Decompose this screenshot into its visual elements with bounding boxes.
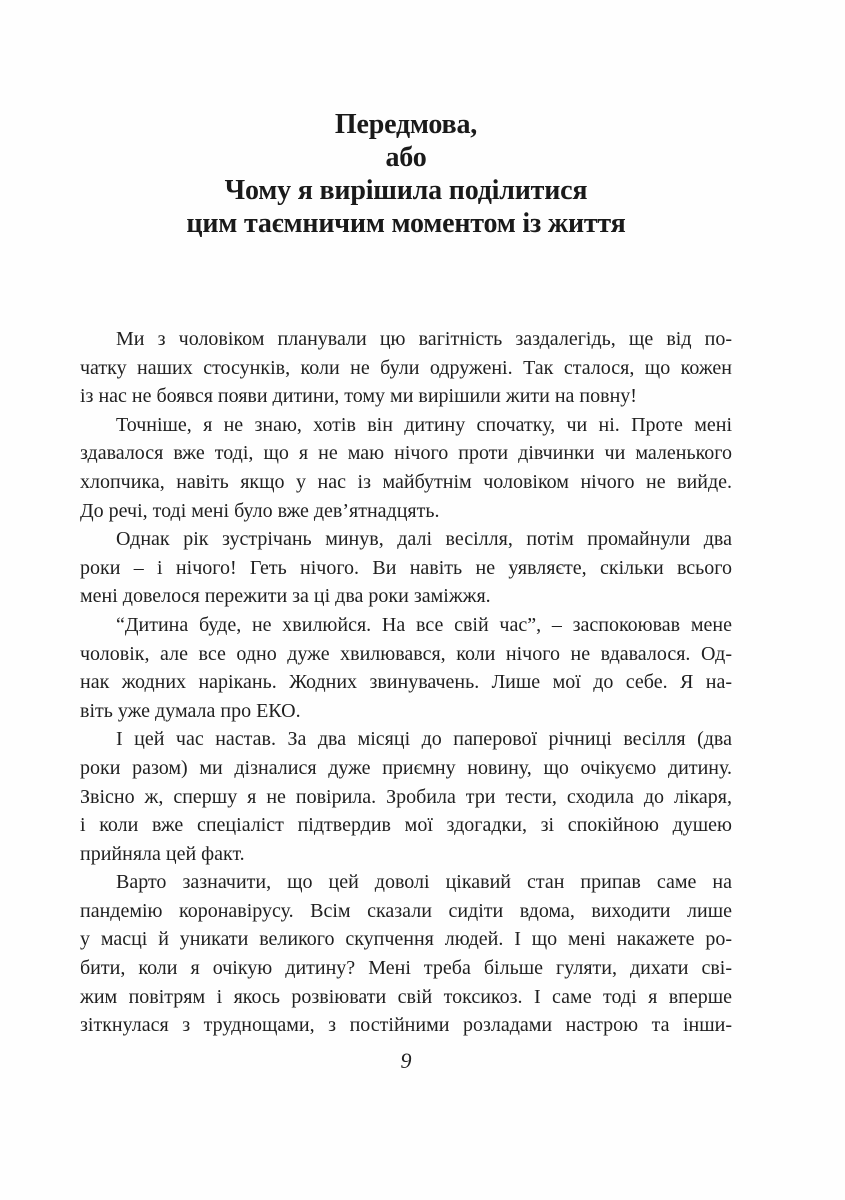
heading-line-1: Передмова,: [334, 109, 478, 140]
text-line: Звісно ж, спершу я не повірила. Зробила три тести, сходила до лікаря,: [80, 785, 732, 808]
text-line: прийняла цей факт.: [80, 842, 245, 865]
text-line: чатку наших стосунків, коли не були одружені. Так сталося, що кожен: [80, 356, 732, 379]
text-line: здавалося вже тоді, що я не маю нічого проти дівчинки чи маленького: [80, 442, 732, 465]
text-line: зіткнулася з труднощами, з постійними розладами настрою та інши-: [80, 1014, 732, 1037]
chapter-heading: [0, 108, 812, 240]
body-text: [80, 325, 732, 1040]
text-line: роки – і нічого! Геть нічого. Ви навіть не уявляєте, скільки всього: [80, 556, 732, 579]
text-line: Однак рік зустрічань минув, далі весілля, потім промайнули два: [116, 528, 732, 551]
text-line: Варто зазначити, що цей доволі цікавий стан припав саме на: [116, 871, 732, 894]
text-line: із нас не боявся появи дитини, тому ми вирішили жити на повну!: [80, 385, 637, 408]
text-line: віть уже думала про ЕКО.: [80, 699, 301, 722]
text-line: хлопчика, навіть якщо у нас із майбутнім чоловіком нічого не вийде.: [80, 470, 732, 493]
text-line: Точніше, я не знаю, хотів він дитину спочатку, чи ні. Проте мені: [116, 413, 732, 436]
text-line: І цей час настав. За два місяці до паперової річниці весілля (два: [116, 728, 732, 751]
heading-line-3: Чому я вирішила поділитися: [224, 175, 588, 206]
text-line: роки разом) ми дізналися дуже приємну новину, що очікуємо дитину.: [80, 756, 732, 779]
text-line: нак жодних нарікань. Жодних звинувачень. Лише мої до себе. Я на-: [80, 671, 732, 694]
text-line: До речі, тоді мені було вже дев’ятнадцять.: [80, 499, 440, 522]
heading-line-2: або: [385, 142, 427, 173]
text-line: чоловік, але все одно дуже хвилювався, коли нічого не вдавалося. Од-: [80, 642, 732, 665]
text-line: Ми з чоловіком планували цю вагітність заздалегідь, ще від по-: [116, 328, 732, 350]
heading-line-4: цим таємничим моментом із життя: [186, 208, 626, 239]
text-line: пандемію коронавірусу. Всім сказали сидіти вдома, виходити лише: [80, 899, 732, 922]
text-line: жим повітрям і якось розвіювати свій токсикоз. І саме тоді я вперше: [80, 985, 732, 1008]
text-line: і коли вже спеціаліст підтвердив мої здогадки, зі спокійною душею: [80, 814, 732, 837]
text-line: у масці й уникати великого скупчення людей. І що мені накажете ро-: [80, 928, 732, 951]
text-line: мені довелося пережити за ці два роки заміжжя.: [80, 585, 491, 608]
text-line: “Дитина буде, не хвилюйся. На все свій час”, – заспокоював мене: [116, 613, 732, 636]
text-line: бити, коли я очікую дитину? Мені треба більше гуляти, дихати сві-: [80, 957, 732, 980]
page-number: 9: [400, 1048, 412, 1073]
